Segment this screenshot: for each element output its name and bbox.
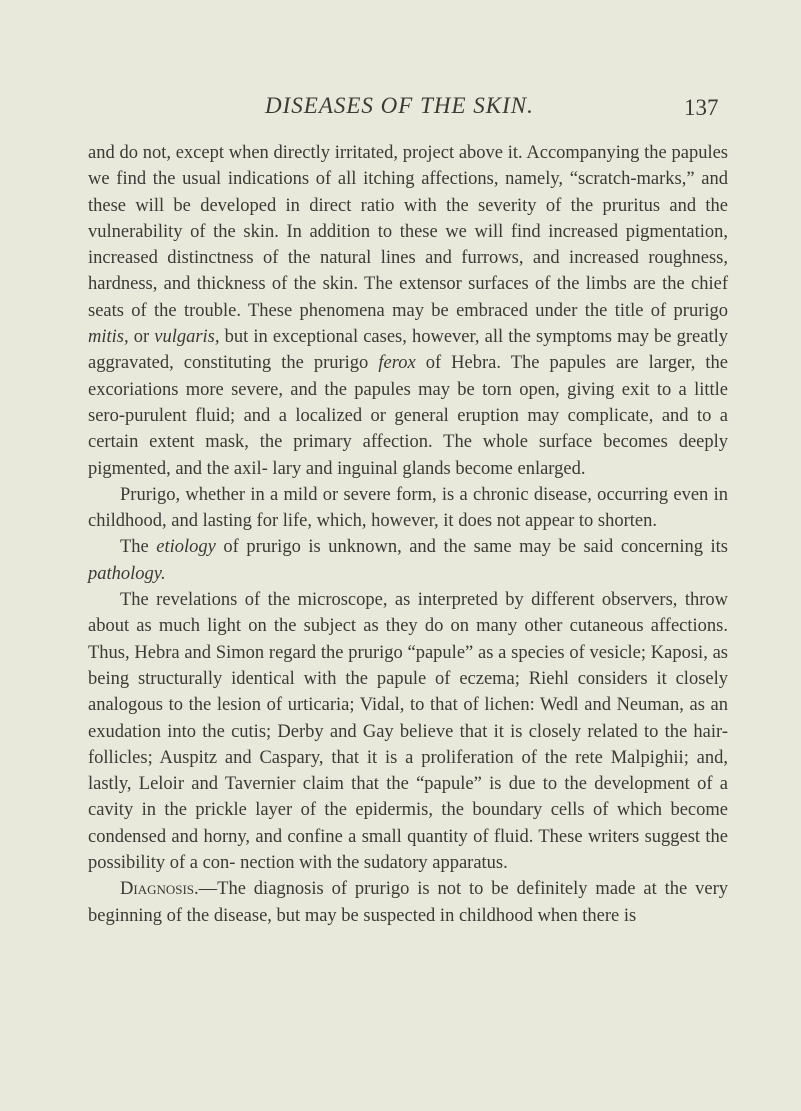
- term-ferox: ferox: [378, 353, 416, 374]
- term-vulgaris: vulgaris,: [154, 327, 220, 348]
- diagnosis-heading: Diagnosis.: [120, 879, 199, 900]
- running-title: DISEASES OF THE SKIN.: [265, 93, 534, 118]
- paragraph-diagnosis: Diagnosis.—The diagnosis of prurigo is not to be definitely made at the very beginning of the disease, but may be suspected in childhood when there is: [88, 879, 728, 926]
- body-text: [88, 140, 728, 929]
- paragraph-microscopy: The revelations of the microscope, as interpreted by different observers, throw about as much light on the subject as they do on many other cutaneous affections. Thus, Hebra and Simon regard the prurigo “papule” as a species of vesicle; Kaposi, as being structurally identical with the papule of eczema; Riehl considers it closely analogous to the lesion of urticaria; Vidal, to that of lichen: Wedl and Neuman, as an exudation into the cutis; Derby and Gay believe that it is closely related to the hair-follicles; Auspitz and Caspary, that it is a proliferation of the rete Malpighii; and, lastly, Leloir and Tavernier claim that the “papule” is due to the development of a cavity in the prickle layer of the epidermis, the boundary cells of which become condensed and horny, and confine a small quantity of fluid. These writers suggest the possibility of a con- nection with the sudatory apparatus.: [88, 590, 728, 874]
- paragraph-continuation: and do not, except when directly irritated, project above it. Accompanying the papules we find the usual indications of all itching affections, namely, “scratch-marks,” and these will be developed in direct ratio with the severity of the pruritus and the vulnerability of the skin. In addition to these we will find increased pigmentation, increased distinctness of the natural lines and furrows, and increased roughness, hardness, and thickness of the skin. The extensor surfaces of the limbs are the chief seats of the trouble. These phenomena may be embraced under the title of prurigo mitis, or vulgaris, but in exceptional cases, however, all the symptoms may be greatly aggravated, constituting the prurigo ferox of Hebra. The papules are larger, the excoriations more severe, and the papules may be torn open, giving exit to a little sero-purulent fluid; and a localized or general eruption may complicate, and to a certain extent mask, the primary affection. The whole surface becomes deeply pigmented, and the axil- lary and inguinal glands become enlarged.: [88, 143, 728, 479]
- page-header: [0, 93, 801, 123]
- term-pathology: pathology.: [88, 563, 166, 584]
- paragraph-etiology: The etiology of prurigo is unknown, and the same may be said concerning its pathology.: [88, 537, 729, 584]
- paragraph-chronicity: Prurigo, whether in a mild or severe form, is a chronic disease, occurring even in childhood, and lasting for life, which, however, it does not appear to shorten.: [88, 484, 728, 532]
- term-etiology: etiology: [156, 537, 216, 558]
- term-mitis: mitis,: [88, 327, 129, 348]
- page-number: 137: [684, 95, 719, 120]
